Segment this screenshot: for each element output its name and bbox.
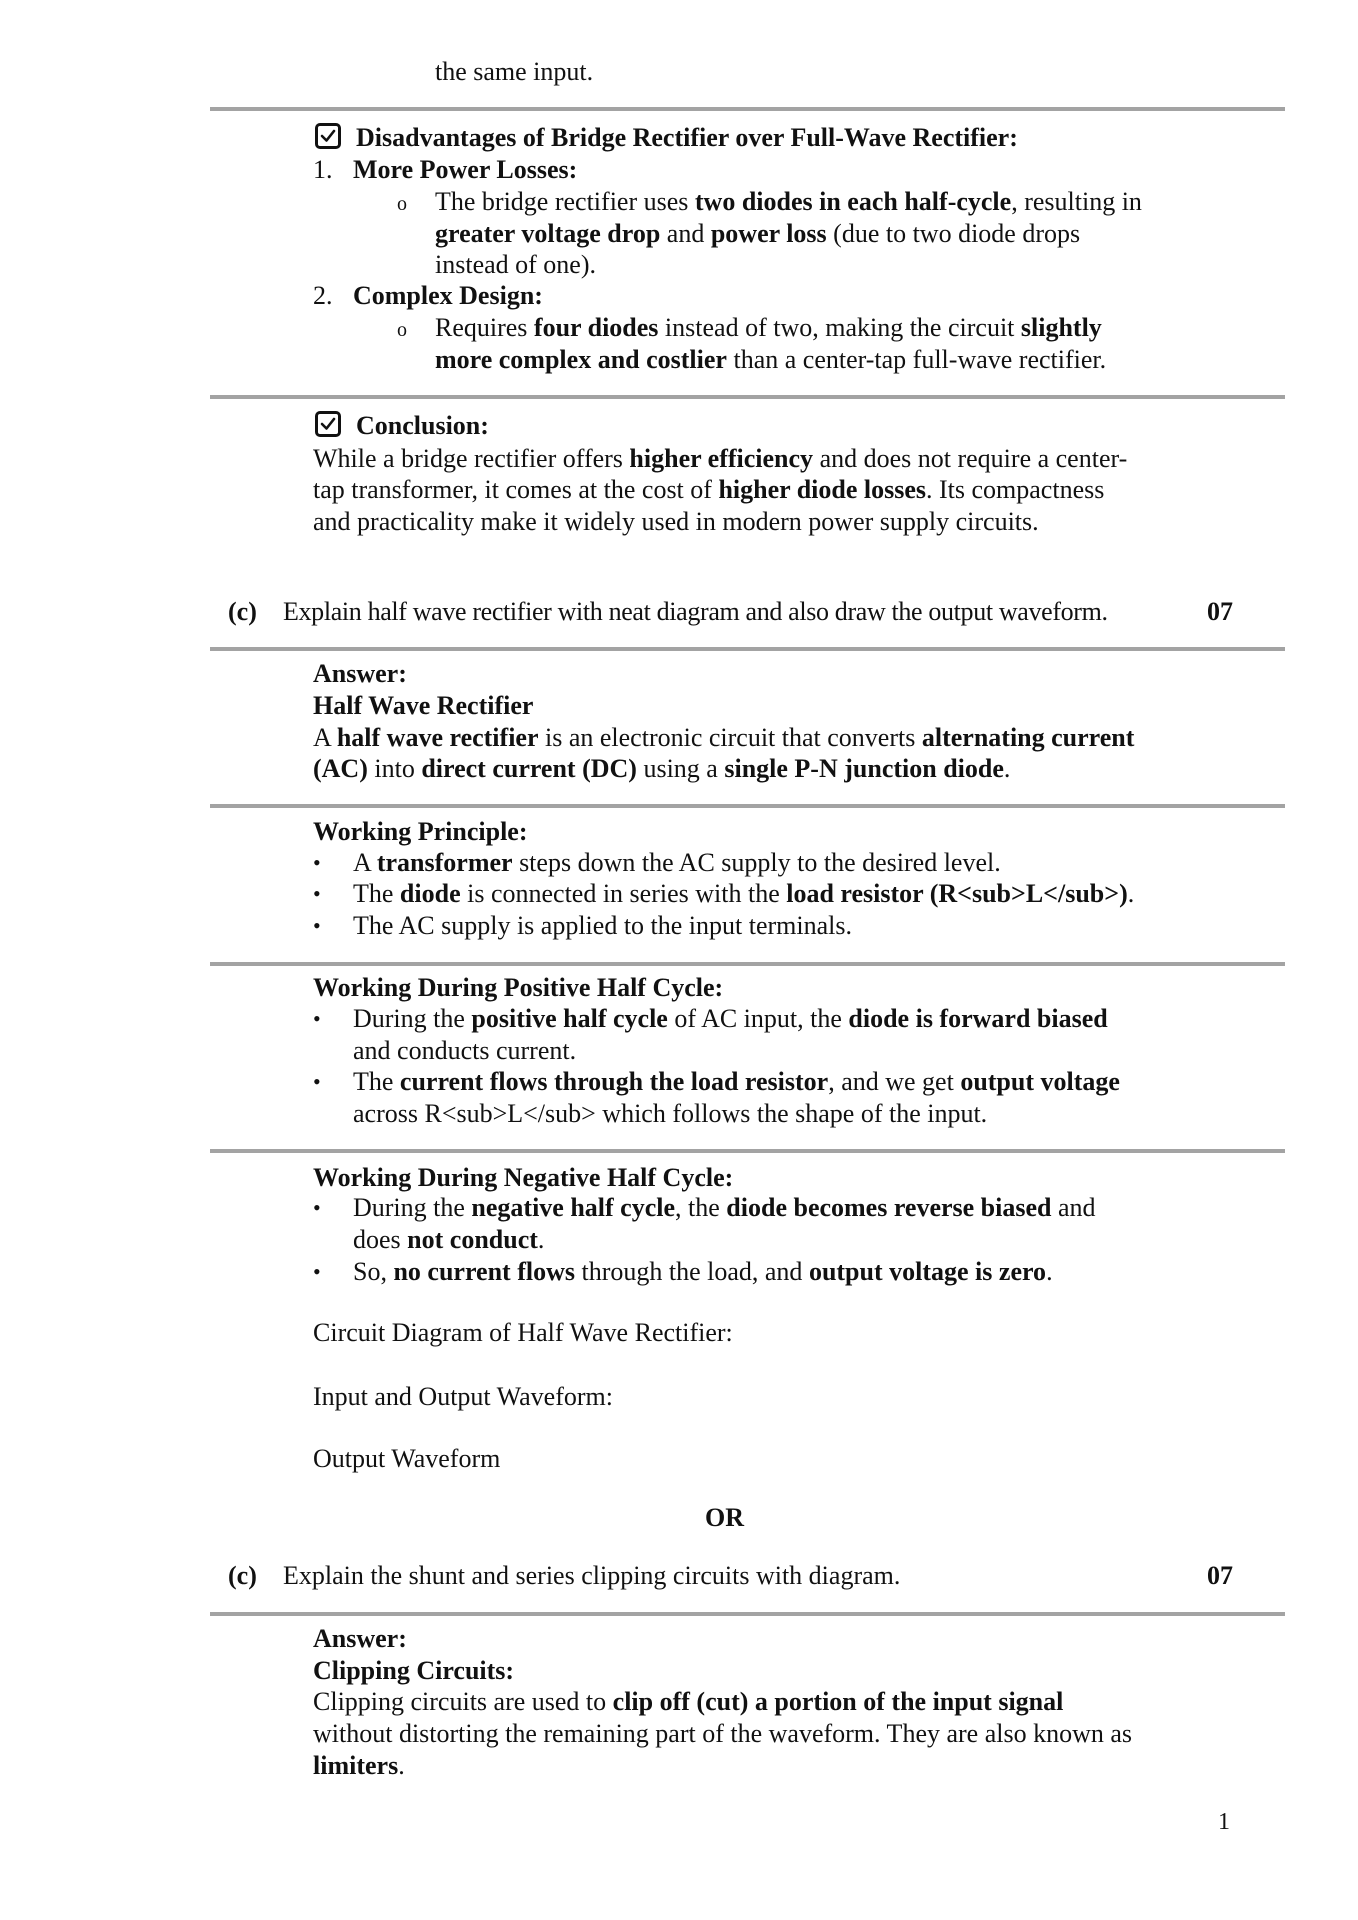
positive-half-heading: Working During Positive Half Cycle:	[313, 973, 724, 1002]
bold-text: greater voltage drop	[435, 219, 661, 248]
list-item-line	[353, 1003, 1108, 1035]
list-number: 1.	[313, 155, 333, 184]
answer-intro-line	[313, 753, 1010, 785]
question-label: (c)	[228, 1561, 257, 1590]
text-segment: .	[398, 1751, 405, 1780]
list-bullet: •	[313, 1259, 321, 1284]
text-segment: is connected in series with the	[460, 879, 787, 908]
answer-label: Answer:	[313, 659, 407, 688]
text-segment: the same input.	[435, 57, 594, 86]
or-separator: OR	[705, 1503, 744, 1532]
text-segment: and practicality make it widely used in modern power supply circuits.	[313, 507, 1039, 536]
conclusion-text-line	[313, 506, 1039, 538]
text-segment: , the	[675, 1193, 727, 1222]
item-text-line	[435, 186, 1142, 218]
list-bullet: •	[313, 1195, 321, 1220]
item-text-line	[435, 218, 1080, 250]
list-bullet: •	[313, 850, 321, 875]
text-segment: Requires	[435, 313, 534, 342]
bold-text: no current flows	[393, 1257, 575, 1286]
text-segment: .	[537, 1225, 545, 1254]
text-segment: , resulting in	[1011, 187, 1142, 216]
text-segment: The AC supply is applied to the input terminals.	[353, 911, 853, 940]
bold-text: diode is forward biased	[848, 1004, 1108, 1033]
conclusion-text-line	[313, 474, 1104, 506]
section-divider	[210, 647, 1285, 651]
question-label: (c)	[228, 597, 257, 626]
bold-text: more complex and costlier	[435, 345, 727, 374]
text-segment: than a center-tap full-wave rectifier.	[726, 345, 1107, 374]
list-item-line	[353, 910, 852, 942]
text-segment: and	[1051, 1193, 1096, 1222]
text-segment: tap transformer, it comes at the cost of	[313, 475, 719, 504]
answer-text-line	[313, 1750, 405, 1782]
bold-text: alternating current	[921, 723, 1135, 752]
text-segment: The	[353, 879, 400, 908]
text-segment: through the load, and	[574, 1257, 809, 1286]
text-segment: .	[1046, 1257, 1053, 1286]
text-segment: instead of one).	[435, 250, 597, 279]
answer-title: Half Wave Rectifier	[313, 691, 534, 720]
bold-text: higher efficiency	[629, 444, 814, 473]
bold-text: diode	[399, 879, 461, 908]
list-number: 2.	[313, 281, 333, 310]
text-segment: A	[313, 723, 337, 752]
bold-text: positive half cycle	[471, 1004, 668, 1033]
text-segment: The	[353, 1067, 400, 1096]
bold-text: limiters	[313, 1751, 399, 1780]
list-item-line	[353, 1192, 1096, 1224]
text-segment: is an electronic circuit that converts	[538, 723, 922, 752]
section-divider	[210, 1612, 1285, 1616]
text-segment: of AC input, the	[667, 1004, 849, 1033]
circuit-diagram-label: Circuit Diagram of Half Wave Rectifier:	[313, 1318, 733, 1347]
bold-text: four diodes	[533, 313, 659, 342]
answer-title: Clipping Circuits:	[313, 1656, 515, 1685]
output-waveform-label: Output Waveform	[313, 1444, 501, 1473]
text-segment: .	[1003, 754, 1011, 783]
text-segment: .	[1127, 879, 1135, 908]
section-divider	[210, 107, 1285, 111]
bold-text: direct current (DC)	[421, 754, 637, 783]
list-item-line	[353, 878, 1134, 910]
checkbox-checked-icon	[315, 411, 341, 437]
bold-text: slightly	[1020, 313, 1102, 342]
answer-label: Answer:	[313, 1624, 407, 1653]
disadvantages-heading: Disadvantages of Bridge Rectifier over Full-Wave Rectifier:	[356, 123, 1018, 152]
section-divider	[210, 1149, 1285, 1153]
question-marks: 07	[1207, 597, 1233, 626]
text-segment: During the	[353, 1004, 472, 1033]
bold-text: single P-N junction diode	[724, 754, 1004, 783]
section-divider	[210, 804, 1285, 808]
text-segment: without distorting the remaining part of the waveform. They are also known as	[313, 1719, 1133, 1748]
text-segment: . Its compactness	[926, 475, 1105, 504]
list-bullet: o	[397, 193, 407, 215]
working-principle-heading: Working Principle:	[313, 817, 528, 846]
section-divider	[210, 395, 1285, 399]
item-text-line	[435, 249, 596, 281]
bold-text: negative half cycle	[471, 1193, 676, 1222]
list-item-line	[353, 1066, 1120, 1098]
list-item-line	[353, 1098, 987, 1130]
text-segment: So,	[353, 1257, 394, 1286]
answer-text-line	[313, 1718, 1132, 1750]
page-number: 1	[1218, 1809, 1230, 1835]
conclusion-heading: Conclusion:	[356, 411, 489, 440]
bold-text: current flows through the load resistor	[399, 1067, 829, 1096]
answer-intro-line	[313, 722, 1134, 754]
bold-text: load resistor (R<sub>L</sub>)	[786, 879, 1128, 908]
negative-half-heading: Working During Negative Half Cycle:	[313, 1163, 734, 1192]
text-segment: The bridge rectifier uses	[435, 187, 695, 216]
text-segment: steps down the AC supply to the desired level.	[512, 848, 1001, 877]
text-segment: , and we get	[828, 1067, 961, 1096]
list-item-line	[353, 847, 1001, 879]
text-segment: into	[367, 754, 422, 783]
bold-text: not conduct	[407, 1225, 538, 1254]
list-item-line	[353, 1035, 576, 1067]
text-segment: During the	[353, 1193, 472, 1222]
bold-text: output voltage is zero	[808, 1257, 1047, 1286]
bold-text: diode becomes reverse biased	[726, 1193, 1052, 1222]
answer-text-line	[313, 1686, 1063, 1718]
bold-text: transformer	[376, 848, 513, 877]
list-bullet: •	[313, 913, 321, 938]
section-divider	[210, 962, 1285, 966]
text-segment: A	[353, 848, 377, 877]
item-title: Complex Design:	[353, 281, 543, 310]
text-segment: across R<sub>L</sub> which follows the shape of the input.	[353, 1099, 988, 1128]
checkbox-checked-icon	[315, 123, 341, 149]
list-bullet: •	[313, 881, 321, 906]
question-text: Explain half wave rectifier with neat diagram and also draw the output waveform.	[283, 597, 1108, 626]
continuation-text	[435, 56, 593, 88]
bold-text: output voltage	[960, 1067, 1120, 1096]
item-text-line	[435, 312, 1102, 344]
question-text: Explain the shunt and series clipping circuits with diagram.	[283, 1561, 901, 1590]
conclusion-text-line	[313, 443, 1127, 475]
item-text-line	[435, 344, 1106, 376]
bold-text: clip off (cut) a portion of the input signal	[612, 1687, 1064, 1716]
item-title: More Power Losses:	[353, 155, 578, 184]
list-bullet: •	[313, 1069, 321, 1094]
bold-text: half wave rectifier	[336, 723, 539, 752]
list-bullet: o	[397, 319, 407, 341]
text-segment: and does not require a center-	[813, 444, 1128, 473]
bold-text: higher diode losses	[718, 475, 926, 504]
io-waveform-label: Input and Output Waveform:	[313, 1382, 613, 1411]
text-segment: using a	[636, 754, 725, 783]
text-segment: While a bridge rectifier offers	[313, 444, 630, 473]
text-segment: Clipping circuits are used to	[313, 1687, 613, 1716]
text-segment: and	[660, 219, 711, 248]
list-bullet: •	[313, 1006, 321, 1031]
bold-text: (AC)	[313, 754, 368, 783]
text-segment: does	[353, 1225, 408, 1254]
bold-text: two diodes in each half-cycle	[694, 187, 1012, 216]
text-segment: (due to two diode drops	[826, 219, 1081, 248]
bold-text: power loss	[710, 219, 827, 248]
text-segment: instead of two, making the circuit	[658, 313, 1021, 342]
text-segment: and conducts current.	[353, 1036, 577, 1065]
question-marks: 07	[1207, 1561, 1233, 1590]
list-item-line	[353, 1224, 544, 1256]
list-item-line	[353, 1256, 1053, 1288]
